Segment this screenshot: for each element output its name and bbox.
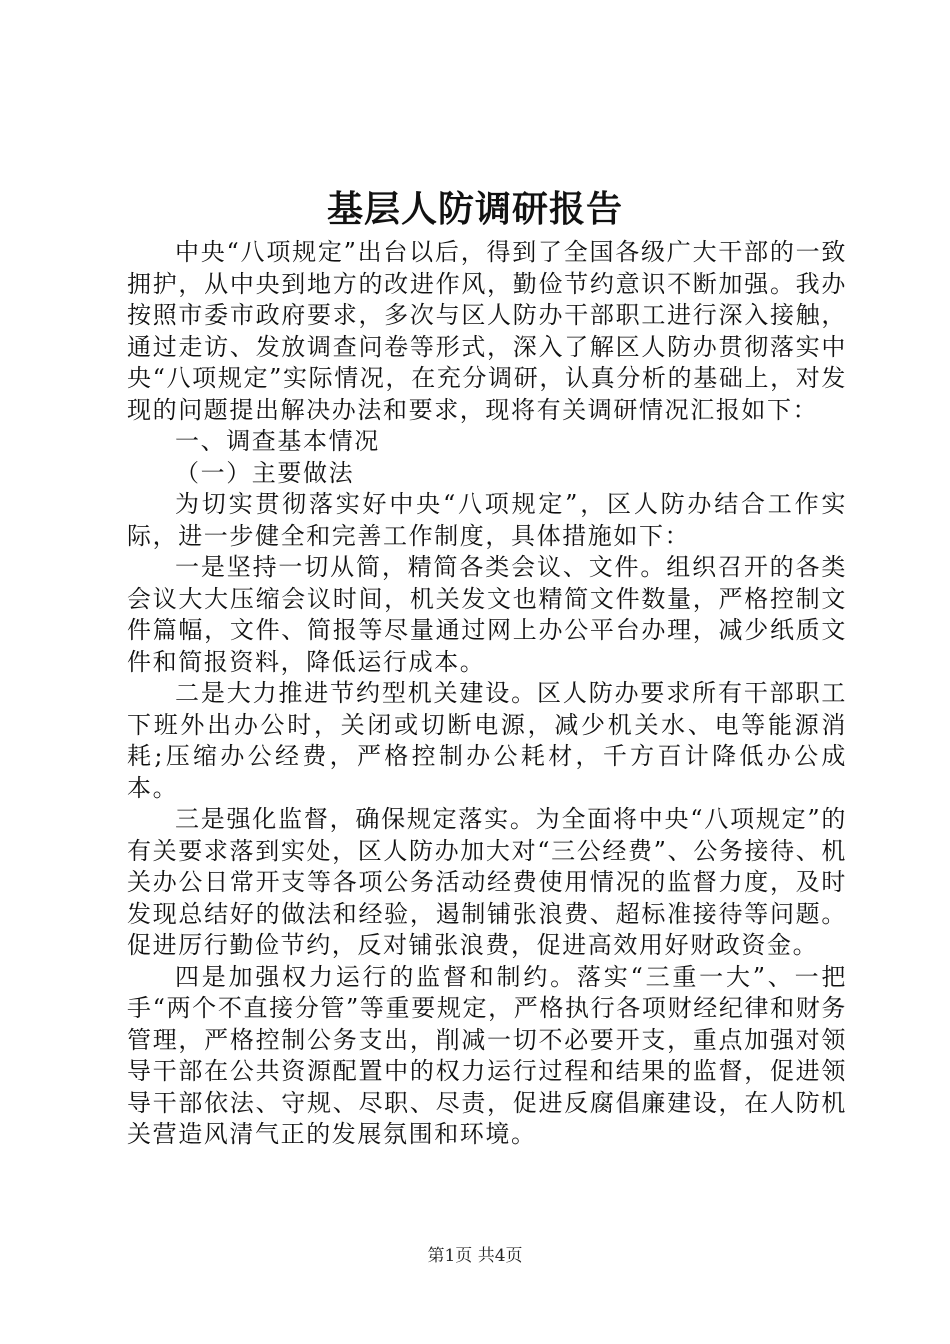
page-number-footer: 第1页 共4页 bbox=[427, 1246, 523, 1266]
document-body bbox=[127, 237, 847, 1151]
paragraph-measures-intro: 为切实贯彻落实好中央“八项规定”，区人防办结合工作实际，进一步健全和完善工作制度，具体措施如下： bbox=[127, 490, 847, 550]
paragraph-item-3: 三是强化监督，确保规定落实。为全面将中央“八项规定”的有关要求落到实处，区人防办加大对“三公经费”、公务接待、机关办公日常开支等各项公务活动经费使用情况的监督力度，及时发现总结好的做法和经验，遏制铺张浪费、超标准接待等问题。促进厉行勤俭节约，反对铺张浪费，促进高效用好财政资金。 bbox=[127, 805, 847, 959]
document-title: 基层人防调研报告 bbox=[326, 188, 623, 230]
subsection-heading: （一）主要做法 bbox=[175, 458, 355, 487]
paragraph-item-1: 一是坚持一切从简，精简各类会议、文件。组织召开的各类会议大大压缩会议时间，机关发文也精简文件数量，严格控制文件篇幅，文件、简报等尽量通过网上办公平台办理，减少纸质文件和简报资料，降低运行成本。 bbox=[127, 553, 847, 676]
paragraph-intro: 中央“八项规定”出台以后，得到了全国各级广大干部的一致拥护，从中央到地方的改进作风，勤俭节约意识不断加强。我办按照市委市政府要求，多次与区人防办干部职工进行深入接触，通过走访、发放调查问卷等形式，深入了解区人防办贯彻落实中央“八项规定”实际情况，在充分调研，认真分析的基础上，对发现的问题提出解决办法和要求，现将有关调研情况汇报如下： bbox=[127, 238, 847, 424]
paragraph-item-2: 二是大力推进节约型机关建设。区人防办要求所有干部职工下班外出办公时，关闭或切断电源，减少机关水、电等能源消耗;压缩办公经费，严格控制办公耗材，千方百计降低办公成本。 bbox=[127, 679, 847, 802]
paragraph-item-4: 四是加强权力运行的监督和制约。落实“三重一大”、一把手“两个不直接分管”等重要规定，严格执行各项财经纪律和财务管理，严格控制公务支出，削减一切不必要开支，重点加强对领导干部在公共资源配置中的权力运行过程和结果的监督，促进领导干部依法、守规、尽职、尽责，促进反腐倡廉建设，在人防机关营造风清气正的发展氛围和环境。 bbox=[127, 962, 847, 1148]
section-heading: 一、调查基本情况 bbox=[175, 427, 380, 455]
